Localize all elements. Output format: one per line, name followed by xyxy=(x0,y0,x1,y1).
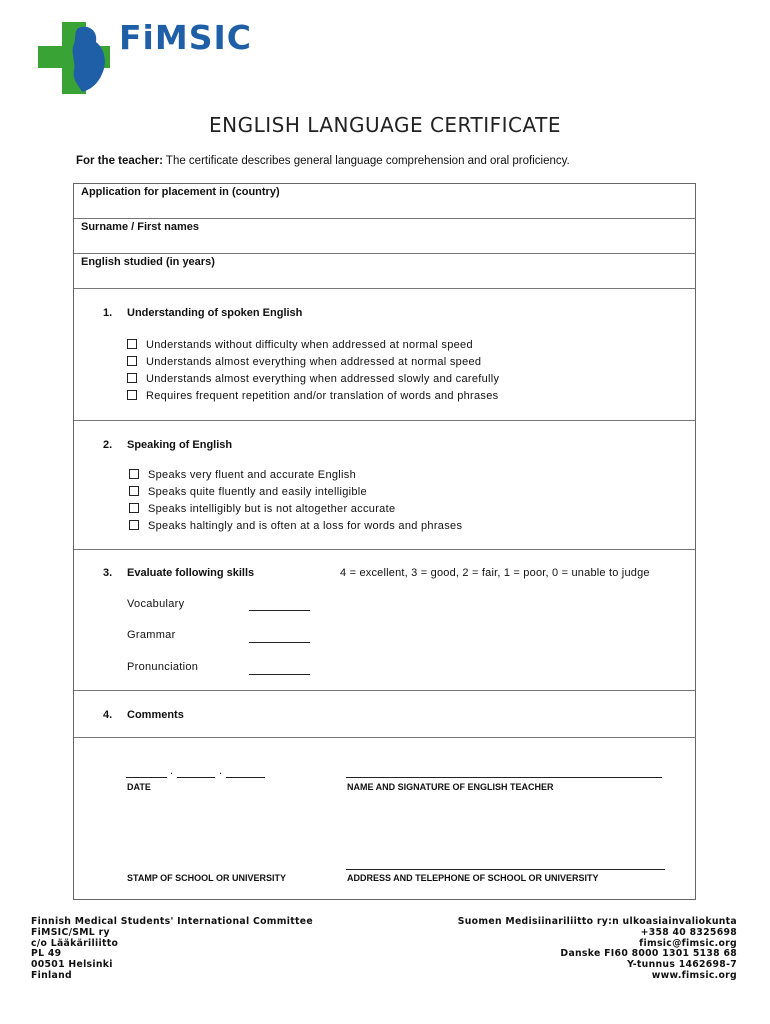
option-label: Understands without difficulty when addressed at normal speed xyxy=(146,339,473,351)
field-names[interactable]: Surname / First names xyxy=(81,221,199,233)
divider xyxy=(74,737,695,738)
skill-label-pronunciation: Pronunciation xyxy=(127,661,199,673)
divider xyxy=(74,218,695,219)
option-item[interactable] xyxy=(127,373,499,385)
footer-email[interactable]: fimsic@fimsic.org xyxy=(639,937,737,949)
date-label: DATE xyxy=(127,782,151,792)
address-label: ADDRESS AND TELEPHONE OF SCHOOL OR UNIVERSITY xyxy=(347,873,599,883)
footer-line: Suomen Medisiinariliitto ry:n ulkoasiainvaliokunta xyxy=(457,916,737,927)
footer-line: FiMSIC/SML ry xyxy=(31,926,110,938)
footer-line: Finnish Medical Students' International Committee xyxy=(31,916,313,927)
option-item[interactable] xyxy=(129,486,367,498)
option-item[interactable] xyxy=(129,520,462,532)
date-year-input[interactable] xyxy=(226,777,265,778)
teacher-signature-input[interactable] xyxy=(346,777,662,778)
footer-website[interactable]: www.fimsic.org xyxy=(651,969,737,981)
divider xyxy=(74,253,695,254)
checkbox[interactable] xyxy=(127,390,137,400)
field-years[interactable]: English studied (in years) xyxy=(81,256,215,268)
divider xyxy=(74,549,695,550)
option-label: Speaks haltingly and is often at a loss for words and phrases xyxy=(148,520,463,532)
skill-input-grammar[interactable] xyxy=(249,642,310,643)
divider xyxy=(74,420,695,421)
certificate-form xyxy=(73,183,696,900)
option-item[interactable] xyxy=(129,469,356,481)
checkbox[interactable] xyxy=(127,339,137,349)
footer-line: Danske FI60 8000 1301 5138 68 xyxy=(560,948,737,960)
skill-label-grammar: Grammar xyxy=(127,629,176,641)
intro-body: The certificate describes general language comprehension and oral proficiency. xyxy=(165,155,570,167)
section-1-number: 1. xyxy=(103,307,113,319)
option-item[interactable] xyxy=(127,390,498,402)
date-separator: . xyxy=(170,765,174,777)
skill-input-pronunciation[interactable] xyxy=(249,674,310,675)
footer-left xyxy=(31,917,313,982)
checkbox[interactable] xyxy=(129,469,139,479)
option-label: Understands almost everything when addressed at normal speed xyxy=(146,356,482,368)
checkbox[interactable] xyxy=(129,520,139,530)
date-day-input[interactable] xyxy=(126,777,167,778)
field-country[interactable]: Application for placement in (country) xyxy=(81,186,280,198)
rating-scale: 4 = excellent, 3 = good, 2 = fair, 1 = poor, 0 = unable to judge xyxy=(340,567,650,579)
option-item[interactable] xyxy=(127,356,481,368)
section-3-number: 3. xyxy=(103,567,113,579)
divider xyxy=(74,288,695,289)
option-item[interactable] xyxy=(129,503,395,515)
address-input[interactable] xyxy=(346,869,665,870)
section-4-number: 4. xyxy=(103,709,113,721)
logo-wordmark: FiMSIC xyxy=(119,18,252,57)
checkbox[interactable] xyxy=(129,486,139,496)
checkbox[interactable] xyxy=(127,356,137,366)
option-item[interactable] xyxy=(127,339,473,351)
section-2-title: Speaking of English xyxy=(127,439,233,451)
footer-line: Y-tunnus 1462698-7 xyxy=(627,959,737,971)
section-1-title: Understanding of spoken English xyxy=(127,307,303,319)
footer-phone: +358 40 8325698 xyxy=(640,926,737,938)
footer-line: PL 49 xyxy=(31,948,62,960)
option-label: Requires frequent repetition and/or translation of words and phrases xyxy=(146,390,499,402)
checkbox[interactable] xyxy=(127,373,137,383)
section-4-title: Comments xyxy=(127,709,184,721)
option-label: Understands almost everything when addressed slowly and carefully xyxy=(146,373,500,385)
section-2-number: 2. xyxy=(103,439,113,451)
skill-input-vocabulary[interactable] xyxy=(249,610,310,611)
checkbox[interactable] xyxy=(129,503,139,513)
footer-line: 00501 Helsinki xyxy=(31,959,113,971)
footer-line: Finland xyxy=(31,969,72,981)
intro-text xyxy=(76,155,570,167)
stamp-label: STAMP OF SCHOOL OR UNIVERSITY xyxy=(127,873,287,883)
footer-line: c/o Lääkäriliitto xyxy=(31,937,119,949)
date-month-input[interactable] xyxy=(177,777,215,778)
option-label: Speaks very fluent and accurate English xyxy=(148,469,356,481)
option-label: Speaks quite fluently and easily intelligible xyxy=(148,486,367,498)
section-3-title: Evaluate following skills xyxy=(127,567,255,579)
footer-right xyxy=(458,917,737,982)
divider xyxy=(74,690,695,691)
page-title: ENGLISH LANGUAGE CERTIFICATE xyxy=(209,113,561,137)
skill-label-vocabulary: Vocabulary xyxy=(127,598,185,610)
date-separator: . xyxy=(219,765,223,777)
teacher-signature-label: NAME AND SIGNATURE OF ENGLISH TEACHER xyxy=(347,782,554,792)
intro-label: For the teacher: xyxy=(76,155,163,167)
option-label: Speaks intelligibly but is not altogether accurate xyxy=(148,503,396,515)
